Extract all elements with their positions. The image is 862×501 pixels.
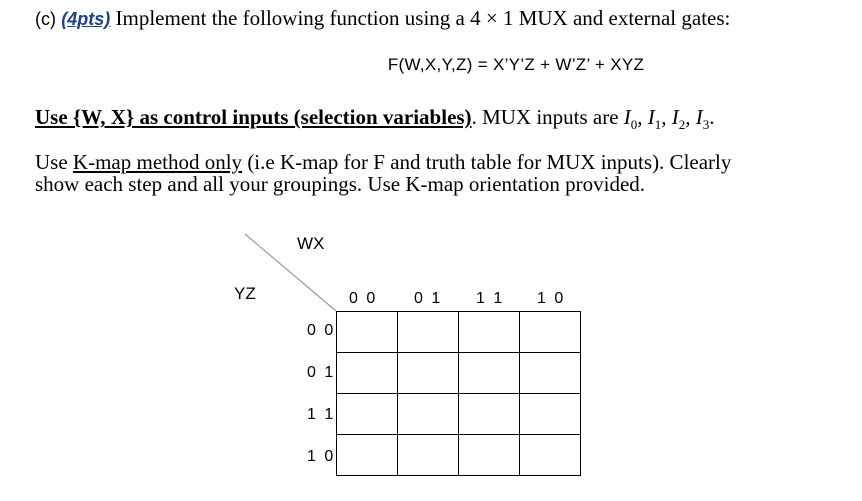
mux-input-sub: 0 [630,117,638,133]
mux-inputs-prefix: . MUX inputs are [471,105,624,129]
method-link: K-map method only [72,150,243,174]
kmap-cell[interactable] [398,312,459,353]
kmap-cell[interactable] [337,435,398,476]
mux-input-sub: 3 [702,117,710,133]
kmap-grid [336,311,581,476]
kmap-row-var: YZ [234,284,256,303]
kmap-cell[interactable] [520,312,581,353]
mux-input-i: , I [685,105,703,129]
kmap-cell[interactable] [398,435,459,476]
kmap-row-label: 0 1 [307,364,336,381]
method-line-2: show each step and all your groupings. Use K-map orientation provided. [35,172,646,196]
kmap-col-label: 1 0 [537,290,566,307]
mux-input-i: I [623,105,631,129]
control-inputs-text: Use {W, X} as control inputs (selection variables) [35,105,472,129]
part-label: (c) [35,9,56,29]
kmap-row [337,353,581,394]
kmap-col-label: 1 1 [476,290,505,307]
kmap-cell[interactable] [398,353,459,394]
kmap-cell[interactable] [459,394,520,435]
instruction-text: Implement the following function using a 4 × 1 MUX and external gates: [115,6,731,30]
kmap-row [337,435,581,476]
points-label: (4pts) [61,9,111,29]
kmap-cell[interactable] [520,435,581,476]
method-rest: (i.e K-map for F and truth table for MUX inputs). Clearly [242,150,732,174]
kmap-cell[interactable] [520,353,581,394]
kmap-cell[interactable] [337,394,398,435]
mux-input-i: , I [661,105,679,129]
mux-inputs-end: . [709,105,715,129]
kmap-cell[interactable] [459,312,520,353]
kmap-cell[interactable] [337,312,398,353]
mux-input-sub: 2 [678,117,686,133]
function-equation: F(W,X,Y,Z) = X’Y’Z + W’Z’ + XYZ [387,55,645,74]
mux-input-i: , I [637,105,655,129]
kmap-cell[interactable] [520,394,581,435]
kmap-row [337,394,581,435]
kmap-cell[interactable] [398,394,459,435]
method-prefix: Use [35,150,73,174]
kmap-row-label: 1 1 [307,406,336,423]
mux-input-sub: 1 [654,117,662,133]
kmap-cell[interactable] [459,435,520,476]
kmap-row-label: 0 0 [307,322,336,339]
kmap-col-var: WX [297,234,325,253]
kmap-col-label: 0 1 [414,290,443,307]
kmap-cell[interactable] [459,353,520,394]
kmap-col-label: 0 0 [349,290,378,307]
kmap-row [337,312,581,353]
kmap-cell[interactable] [337,353,398,394]
kmap-row-label: 1 0 [307,448,336,465]
